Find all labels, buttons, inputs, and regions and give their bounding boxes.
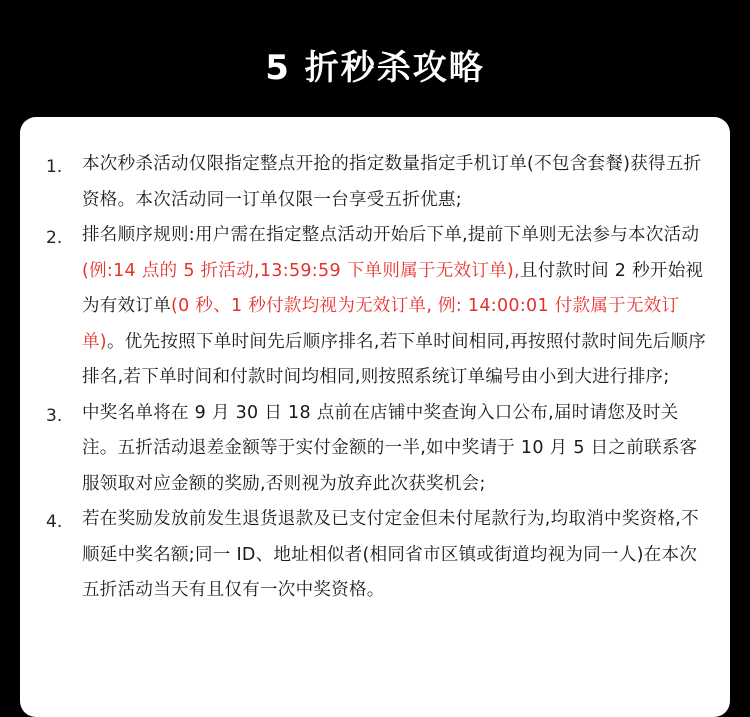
rule-text [82,502,710,609]
rule-number: 2. [46,228,63,248]
rule-highlight-example: (0 秒、1 秒付款均视为无效订单, 例: 14:00:01 付款属于无效订单) [82,296,680,352]
rule-text [82,147,710,218]
rule-text-segment: 且付款时间 2 秒开始视为有效订单 [82,260,704,316]
rule-item-1 [46,147,710,218]
rule-number: 1. [46,157,63,177]
rule-text-segment: 若在奖励发放前发生退货退款及已支付定金但未付尾款行为,均取消中奖资格,不顺延中奖名额;同一 ID、地址相似者(相同省市区镇或街道均视为同一人)在本次五折活动当天有且仅有一次中奖资格。 [82,509,699,600]
rule-text-segment: 本次秒杀活动仅限指定整点开抢的指定数量指定手机订单(不包含套餐)获得五折资格。本次活动同一订单仅限一台享受五折优惠; [82,154,702,210]
rule-item-2 [46,218,710,396]
rule-text [82,396,710,503]
rules-card [20,117,730,717]
rule-item-4 [46,502,710,609]
rule-number: 4. [46,512,63,532]
rule-item-3 [46,396,710,503]
rule-text-segment: 排名顺序规则:用户需在指定整点活动开始后下单,提前下单则无法参与本次活动 [82,225,700,245]
rule-text-segment: 中奖名单将在 9 月 30 日 18 点前在店铺中奖查询入口公布,届时请您及时关注。五折活动退差金额等于实付金额的一半,如中奖请于 10 月 5 日之前联系客服领取对应金额的奖励,否则视为放弃此次获奖机会; [82,402,698,494]
rule-text-segment: 。优先按照下单时间先后顺序排名,若下单时间相同,再按照付款时间先后顺序排名,若下单时间和付款时间均相同,则按照系统订单编号由小到大进行排序; [82,331,707,387]
rule-number: 3. [46,405,63,426]
rule-highlight-example: (例:14 点的 5 折活动,13:59:59 下单则属于无效订单), [82,260,520,281]
page-title: 5 折秒杀攻略 [265,48,485,88]
rule-text [82,218,710,396]
